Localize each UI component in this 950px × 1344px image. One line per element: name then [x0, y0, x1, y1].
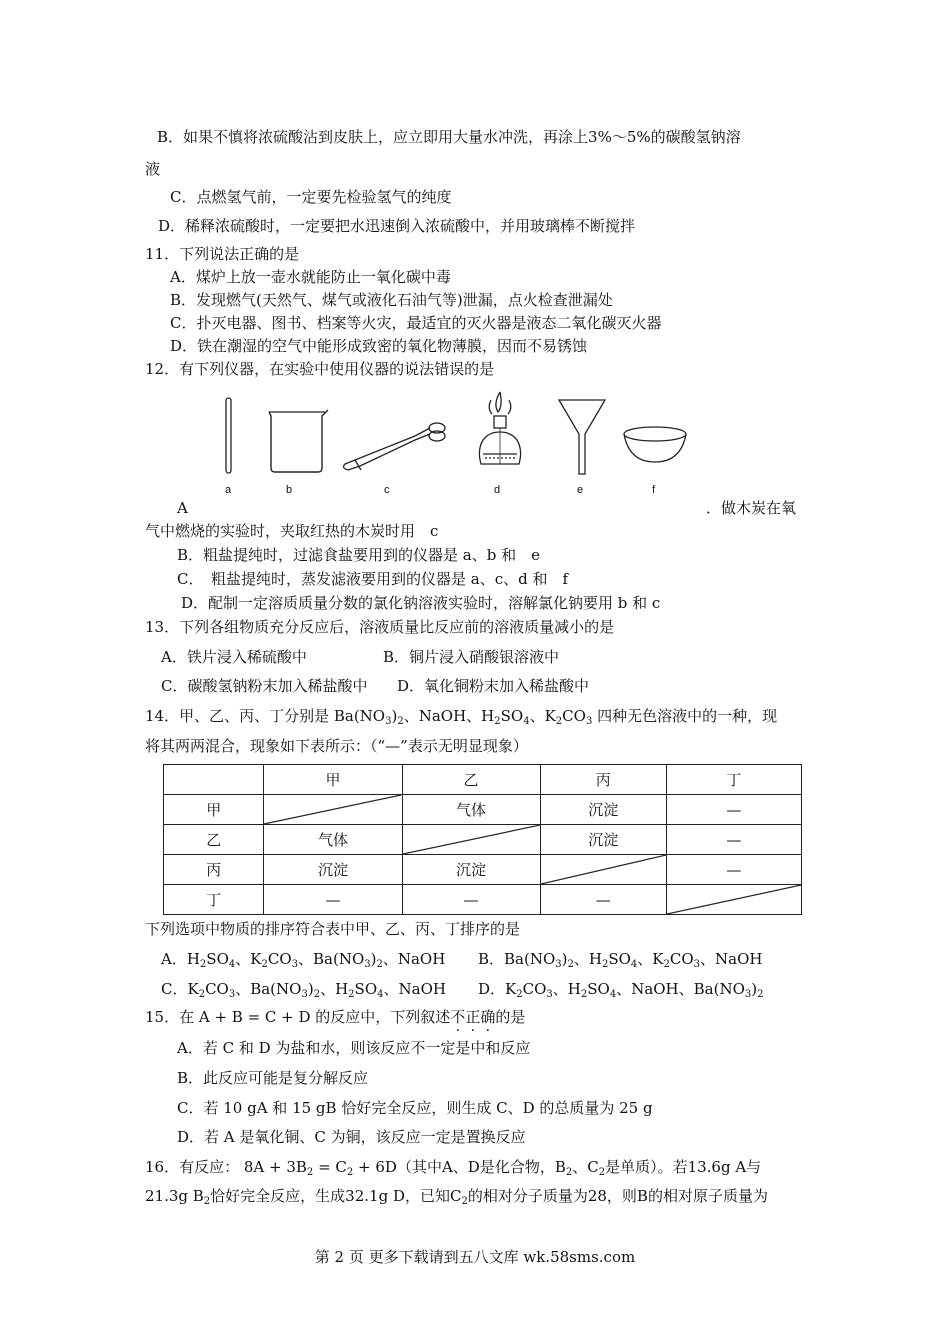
- q12-option-a-letter: A: [177, 499, 188, 517]
- q16-stem-mid2: 、C: [572, 1158, 599, 1176]
- q13-option-a: A．铁片浸入稀硫酸中: [161, 648, 307, 666]
- q16-stem-line1: 16．有反应： $8A + 3B_2 = C_2 + 6D$（其中A、D是化合物，$B_2$、$C_2$是单质）。若13.6g A与: [145, 1158, 762, 1178]
- q14-stem-line2: 将其两两混合，现象如下表所示：（“—”表示无明显现象）: [145, 737, 528, 755]
- q12-option-b: B．粗盐提纯时，过滤食盐要用到的仪器是 a、b 和 e: [177, 546, 540, 564]
- table-row-header: 丙: [164, 855, 264, 885]
- funnel-icon: [559, 400, 605, 474]
- table-cell: 气体: [402, 795, 540, 825]
- q16-stem-mid: （其中A、D是化合物，B: [396, 1158, 566, 1176]
- apparatus-label-a: a: [225, 484, 232, 496]
- q11-stem: 11．下列说法正确的是: [145, 245, 300, 263]
- q15-option-a: A．若 C 和 D 为盐和水，则该反应不一定是中和反应: [177, 1039, 531, 1057]
- emphasis-char: 不: [450, 1008, 466, 1026]
- q15-stem-pre: 15．在 A + B = C + D 的反应中，下列叙述: [145, 1008, 451, 1026]
- q14-option-c: C．$K_2CO_3$、$Ba(NO_3)_2$、$H_2SO_4$、NaOH: [161, 980, 446, 1000]
- apparatus-label-b: b: [286, 484, 293, 496]
- q13-option-d: D．氧化铜粉末加入稀盐酸中: [397, 677, 590, 695]
- emphasis-char: 确: [480, 1008, 496, 1026]
- q11-option-d: D．铁在潮湿的空气中能形成致密的氧化物薄膜，因而不易锈蚀: [170, 337, 588, 355]
- q12-stem: 12．有下列仪器，在实验中使用仪器的说法错误的是: [145, 360, 495, 378]
- q12-option-a-right: ．做木炭在氧: [706, 499, 797, 517]
- table-header-row: [164, 765, 802, 795]
- table-cell: —: [666, 825, 801, 855]
- q11-option-a: A．煤炉上放一壶水就能防止一氧化碳中毒: [170, 268, 451, 286]
- table-cell: 气体: [264, 825, 402, 855]
- apparatus-label-d: d: [494, 484, 501, 496]
- q15-option-d: D．若 A 是氧化铜、C 为铜，该反应一定是置换反应: [177, 1128, 526, 1146]
- reaction-table: [163, 764, 802, 915]
- q15-stem-emphasis: [450, 1008, 495, 1026]
- table-header-cell: 甲: [264, 765, 402, 795]
- table-header-cell: 丙: [540, 765, 666, 795]
- table-cell: —: [402, 885, 540, 915]
- evaporating-dish-icon: [624, 427, 686, 462]
- table-cell: [164, 765, 264, 795]
- q13-option-c: C．碳酸氢钠粉末加入稀盐酸中: [161, 677, 368, 695]
- page-footer: 第 2 页 更多下载请到五八文库 wk.58sms.com: [314, 1248, 636, 1266]
- emphasis-char: 正: [465, 1008, 481, 1026]
- q15-stem-post: 的是: [495, 1008, 526, 1026]
- table-row: [164, 825, 802, 855]
- q12-option-d: D．配制一定溶质质量分数的氯化钠溶液实验时，溶解氯化钠要用 b 和 c: [181, 594, 661, 612]
- q16-line2-c: 的相对分子质量为28，则B的相对原子质量为: [467, 1187, 768, 1205]
- table-cell: 沉淀: [402, 855, 540, 885]
- q10-option-b-line2: 液: [145, 160, 161, 178]
- q16-stem-pre: 16．有反应：: [145, 1158, 240, 1176]
- q13-option-b: B．铜片浸入硝酸银溶液中: [383, 648, 560, 666]
- q15-stem: [145, 1007, 525, 1027]
- table-cell: —: [264, 885, 402, 915]
- q16-stem-mid3: 是单质）。若13.6g A与: [605, 1158, 762, 1176]
- table-header-cell: 乙: [402, 765, 540, 795]
- table-row-header: 丁: [164, 885, 264, 915]
- q11-option-b: B．发现燃气(天然气、煤气或液化石油气等)泄漏，点火检查泄漏处: [170, 291, 613, 309]
- table-cell-diagonal: [666, 885, 801, 915]
- table-row-header: 乙: [164, 825, 264, 855]
- apparatus-label-c: c: [384, 484, 390, 496]
- q15-option-b: B．此反应可能是复分解反应: [177, 1069, 369, 1087]
- alcohol-lamp-icon: [479, 392, 520, 464]
- table-cell: 沉淀: [540, 825, 666, 855]
- q16-stem-line2: 21.3g $B_2$恰好完全反应，生成32.1g D，已知$C_2$的相对分子质量为28，则B的相对原子质量为: [145, 1187, 768, 1207]
- q15-option-c: C．若 10 gA 和 15 gB 恰好完全反应，则生成 C、D 的总质量为 25 g: [177, 1099, 653, 1117]
- q14-option-d: D．$K_2CO_3$、$H_2SO_4$、NaOH、$Ba(NO_3)_2$: [478, 980, 764, 1000]
- table-cell-diagonal: [402, 825, 540, 855]
- q14-option-a: A．$H_2SO_4$、$K_2CO_3$、$Ba(NO_3)_2$、NaOH: [161, 950, 446, 970]
- table-row: [164, 795, 802, 825]
- apparatus-label-e: e: [577, 484, 584, 496]
- q14-option-b: B．$Ba(NO_3)_2$、$H_2SO_4$、$K_2CO_3$、NaOH: [478, 950, 763, 970]
- table-row-header: 甲: [164, 795, 264, 825]
- beaker-icon: [269, 410, 328, 472]
- table-cell: 沉淀: [540, 795, 666, 825]
- table-cell: —: [666, 795, 801, 825]
- crucible-tongs-icon: [344, 423, 445, 470]
- table-cell-diagonal: [540, 855, 666, 885]
- lab-apparatus-figure: [215, 388, 695, 478]
- q16-line2-b: 恰好完全反应，生成32.1g D，已知C: [210, 1187, 462, 1205]
- apparatus-label-f: f: [652, 484, 656, 496]
- q14-question: 下列选项中物质的排序符合表中甲、乙、丙、丁排序的是: [145, 920, 521, 938]
- q11-option-c: C．扑灭电器、图书、档案等火灾，最适宜的灭火器是液态二氧化碳灭火器: [170, 314, 662, 332]
- table-row: [164, 855, 802, 885]
- table-cell: 沉淀: [264, 855, 402, 885]
- q10-option-d: D．稀释浓硫酸时，一定要把水迅速倒入浓硫酸中，并用玻璃棒不断搅拌: [158, 217, 636, 235]
- q12-option-c: C． 粗盐提纯时，蒸发滤液要用到的仪器是 a、c、d 和 f: [177, 570, 569, 588]
- glass-rod-icon: [226, 398, 231, 473]
- q14-stem-line1: 14．甲、乙、丙、丁分别是 $Ba(NO_3)_2$、NaOH、$H_2SO_4$、$K_2CO_3$ 四种无色溶液中的一种，现: [145, 707, 778, 727]
- q16-line2-a: 21.3g B: [145, 1187, 204, 1205]
- table-header-cell: 丁: [666, 765, 801, 795]
- table-cell: —: [540, 885, 666, 915]
- table-cell-diagonal: [264, 795, 402, 825]
- table-cell: —: [666, 855, 801, 885]
- q10-option-b-line1: B．如果不慎将浓硫酸沾到皮肤上，应立即用大量水冲洗，再涂上3%～5%的碳酸氢钠溶: [157, 128, 741, 146]
- q10-option-c: C．点燃氢气前，一定要先检验氢气的纯度: [170, 188, 452, 206]
- table-row: [164, 885, 802, 915]
- q13-stem: 13．下列各组物质充分反应后，溶液质量比反应前的溶液质量减小的是: [145, 618, 615, 636]
- q12-option-a-line2: 气中燃烧的实验时，夹取红热的木炭时用 c: [145, 522, 439, 540]
